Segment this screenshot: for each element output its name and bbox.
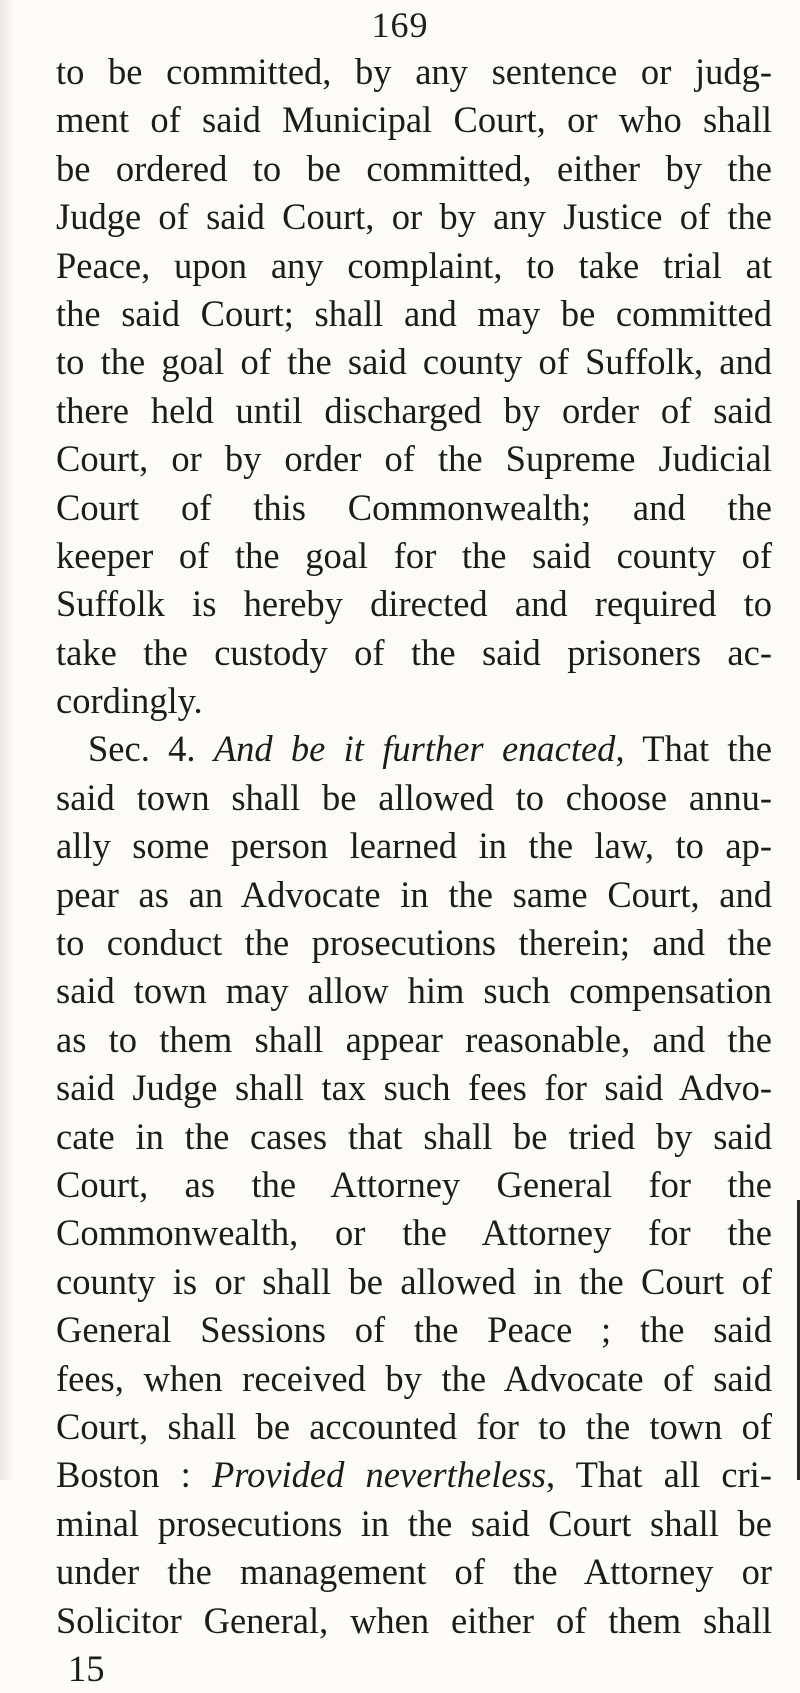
text-line: Commonwealth, or the Attorney for the [56, 1212, 772, 1254]
text-fragment: , That all cri- [545, 1454, 772, 1496]
text-line: to be committed, by any sentence or judg- [56, 51, 772, 92]
text-line: minal prosecutions in the said Court shall be [56, 1502, 772, 1544]
text-line: Peace, upon any complaint, to take trial at [56, 244, 772, 286]
text-line: there held until discharged by order of said [56, 389, 772, 431]
text-line: General Sessions of the Peace ; the said [56, 1309, 772, 1351]
text-line: said Judge shall tax such fees for said Advo- [56, 1067, 772, 1109]
enacting-clause: And be it further enacted [213, 728, 616, 770]
text-line: Suffolk is hereby directed and required to [56, 583, 772, 625]
text-line: Court, as the Attorney General for the [56, 1163, 772, 1205]
text-line: Solicitor General, when either of them shall [56, 1599, 772, 1641]
section-heading-line [56, 725, 772, 773]
text-fragment: , That the [615, 728, 772, 770]
text-line: under the management of the Attorney or [56, 1551, 772, 1593]
text-line: to the goal of the said county of Suffolk, and [56, 341, 772, 383]
text-line: keeper of the goal for the said county of [56, 534, 772, 576]
body-text [56, 48, 772, 1693]
text-line: as to them shall appear reasonable, and the [56, 1018, 772, 1060]
text-fragment: Boston : [56, 1454, 212, 1496]
section-label: Sec. 4. [88, 728, 214, 770]
text-line: to conduct the prosecutions therein; and the [56, 922, 772, 964]
text-line: take the custody of the said prisoners ac- [56, 631, 772, 673]
page-gutter-shadow [0, 0, 14, 1480]
text-line: cate in the cases that shall be tried by said [56, 1115, 772, 1157]
text-line: Judge of said Court, or by any Justice of the [56, 196, 772, 238]
text-line: said town shall be allowed to choose annu- [56, 776, 772, 818]
text-line: cordingly. [56, 680, 203, 722]
page-number: 169 [371, 5, 429, 45]
text-line: said town may allow him such compensation [56, 970, 772, 1012]
text-line: pear as an Advocate in the same Court, and [56, 873, 772, 915]
signature-mark: 15 [68, 1647, 105, 1689]
text-line: the said Court; shall and may be committed [56, 292, 772, 334]
proviso-line [56, 1451, 772, 1499]
text-line: Court of this Commonwealth; and the [56, 486, 772, 528]
proviso-clause: Provided nevertheless [211, 1454, 546, 1496]
text-line: Court, shall be accounted for to the town of [56, 1405, 772, 1447]
text-line: be ordered to be committed, either by the [56, 147, 772, 189]
text-line: ment of said Municipal Court, or who shall [56, 99, 772, 141]
text-line: Court, or by order of the Supreme Judicial [56, 438, 772, 480]
text-line: fees, when received by the Advocate of said [56, 1357, 772, 1399]
text-line: county is or shall be allowed in the Court of [56, 1260, 772, 1302]
text-line: ally some person learned in the law, to ap- [56, 825, 772, 867]
